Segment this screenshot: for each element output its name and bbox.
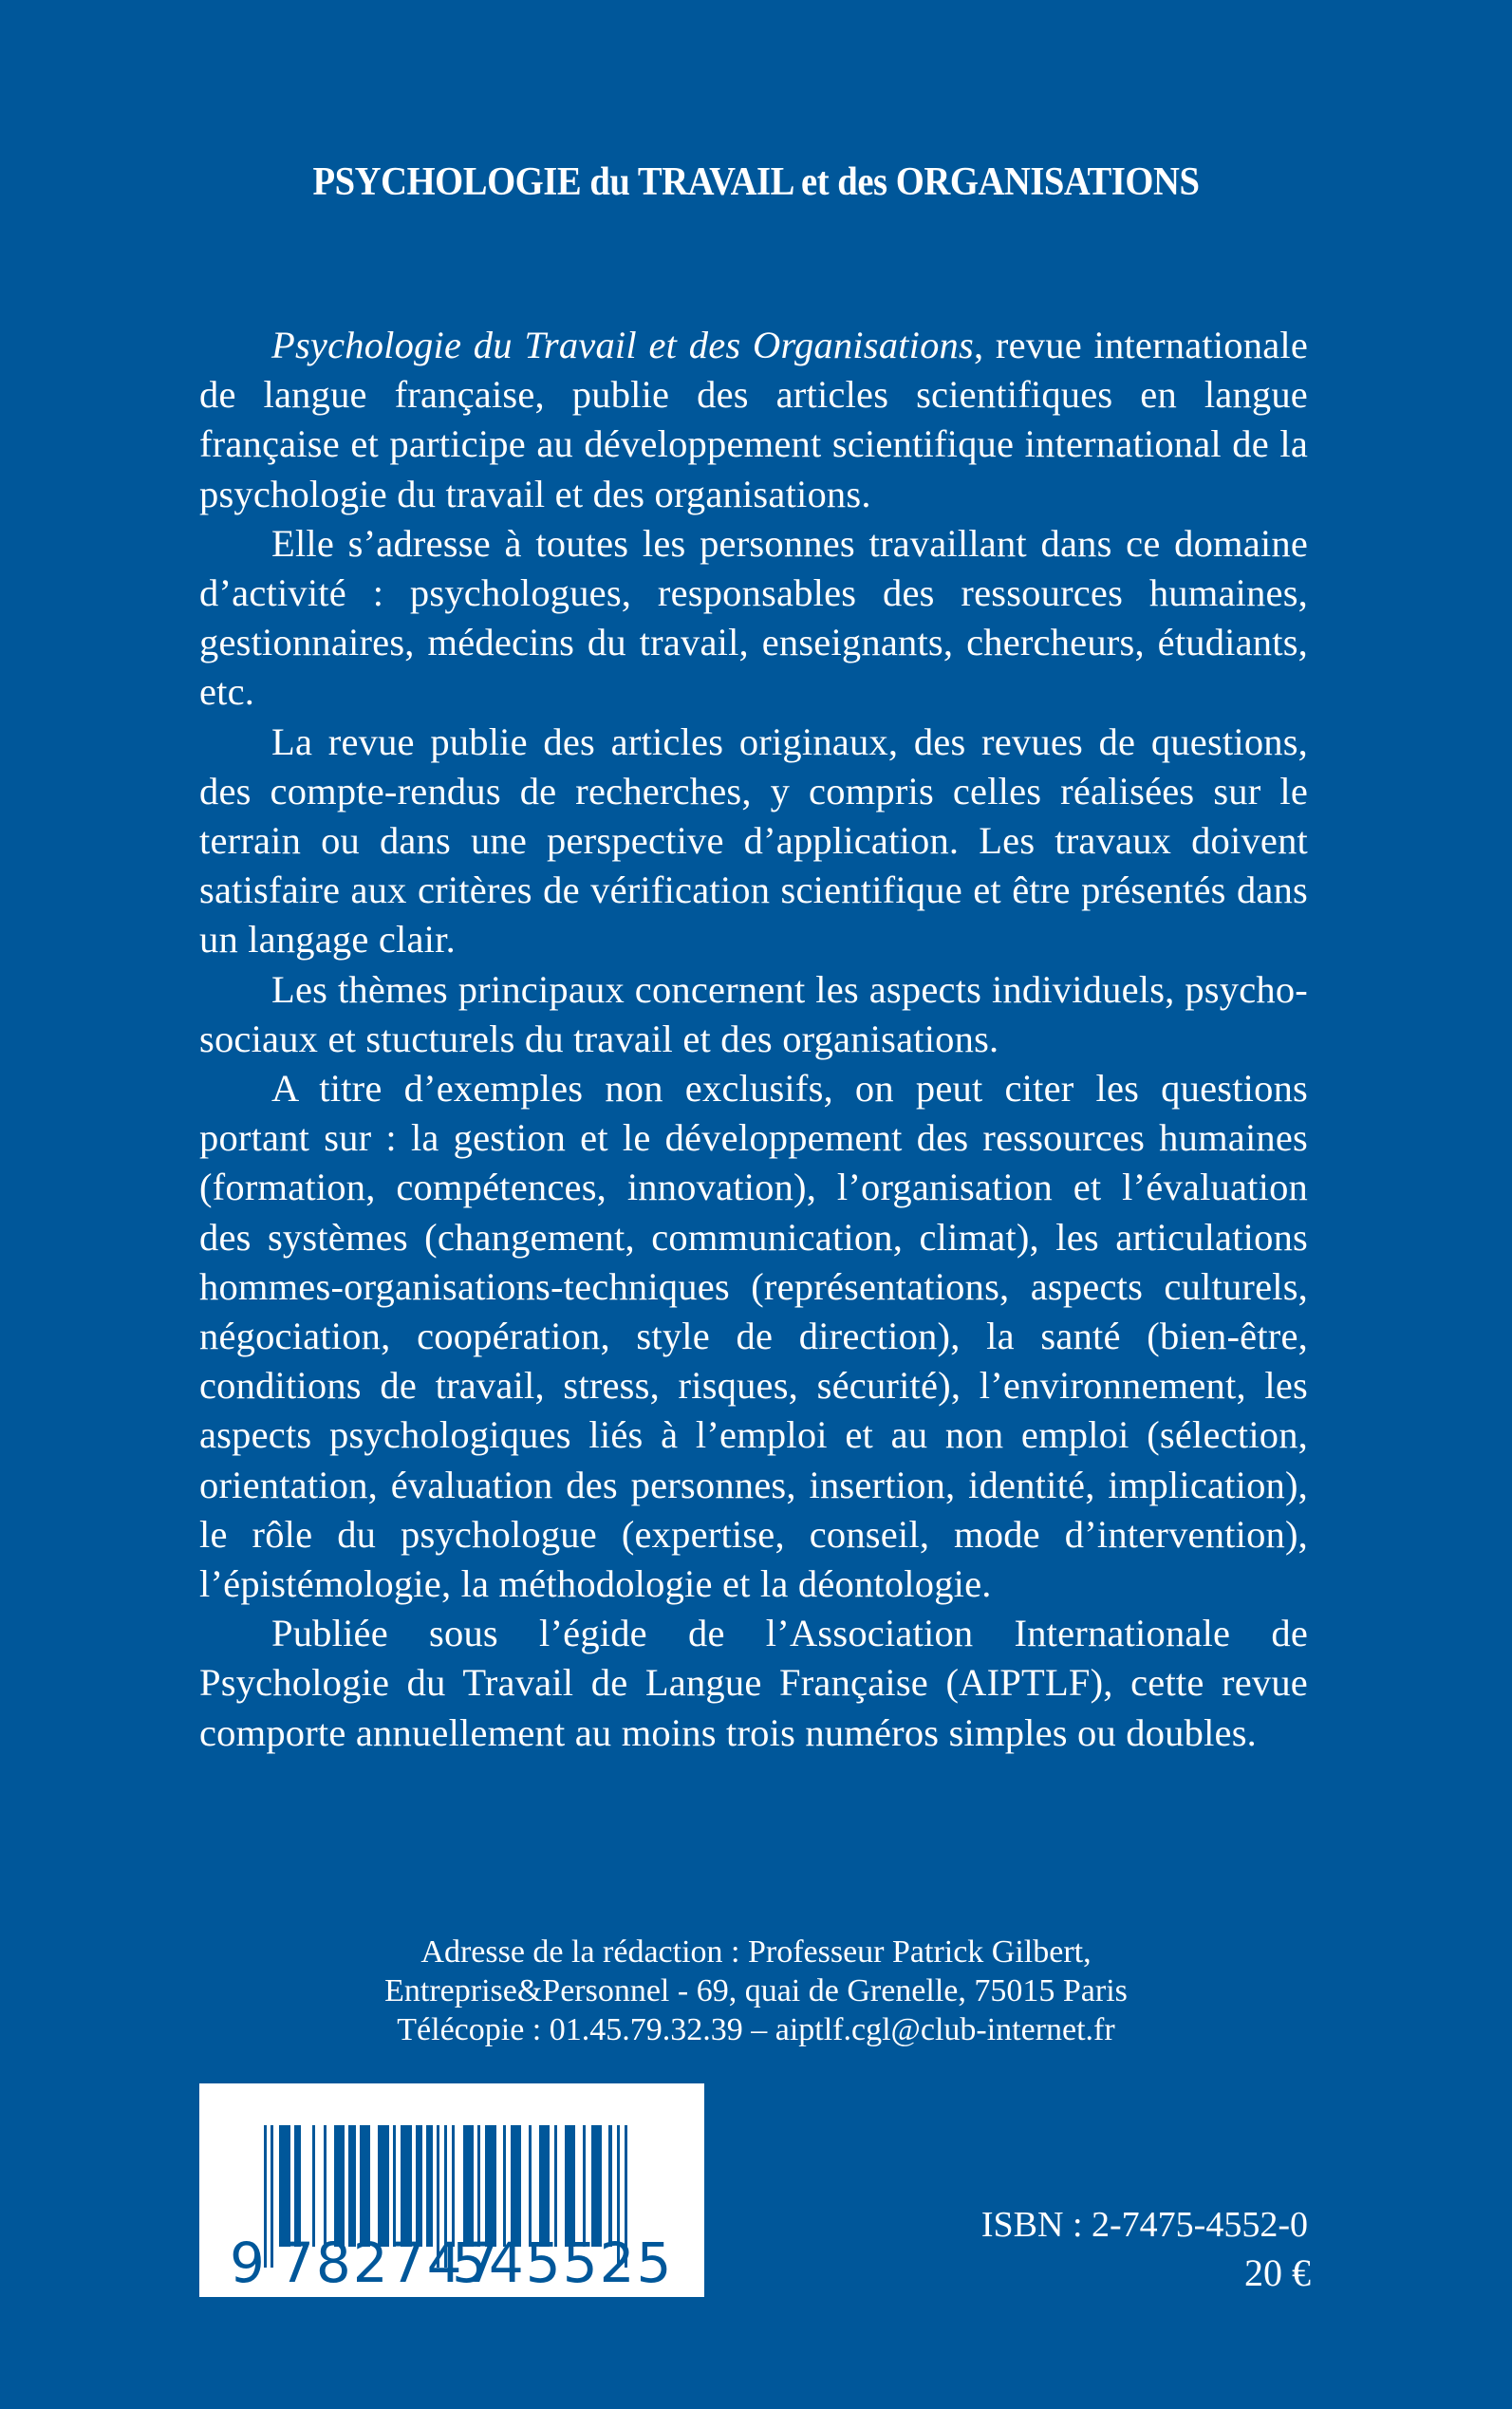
paragraph-themes: Les thèmes principaux concernent les aspects individuels, psycho-sociaux et stucturels du travail et des organisations. xyxy=(199,967,1308,1060)
paragraph-text: , revue internationale de langue française, publie des articles scientifiques en langue française et participe au développement scientifique international de la psychologie du travail et des organisations. xyxy=(199,324,1308,515)
barcode-digits-right: 545525 xyxy=(452,2231,674,2295)
price-label: 20 € xyxy=(1244,2251,1311,2294)
address-line: Entreprise&Personnel - 69, quai de Grenelle, 75015 Paris xyxy=(384,1973,1128,2008)
paragraph-examples: A titre d’exemples non exclusifs, on peut citer les questions portant sur : la gestion et le développement des ressources humaines (formation, compétences, innovation), l’organisation et l’évaluation des systèmes (changement, communication, climat), les articulations hommes-organisations-techniques (représentations, aspects culturels, négociation, coopération, style de direction), la santé (bien-être, conditions de travail, stress, risques, sécurité), l’environnement, les aspects psychologiques liés à l’emploi et au non emploi (sélection, orientation, évaluation des personnes, insertion, identité, implication), le rôle du psychologue (expertise, conseil, mode d’intervention), l’épistémologie, la méthodologie et la déontologie. xyxy=(199,1067,1308,1606)
barcode-digits-left: 782747 xyxy=(279,2231,501,2295)
editorial-address xyxy=(0,1933,1512,2049)
address-line: Télécopie : 01.45.79.32.39 – aiptlf.cgl@club-internet.fr xyxy=(397,2012,1115,2047)
paragraph-publisher: Publiée sous l’égide de l’Association Internationale de Psychologie du Travail de Langue Française (AIPTLF), cette revue comporte annuellement au moins trois numéros simples ou doubles. xyxy=(199,1612,1308,1754)
paragraph-content-types: La revue publie des articles originaux, des revues de questions, des compte-rendus de recherches, y compris celles réalisées sur le terrain ou dans une perspective d’application. Les travaux doivent satisfaire aux critères de vérification scientifique et être présentés dans un langage clair. xyxy=(199,719,1308,962)
journal-name-italic: Psychologie du Travail et des Organisations xyxy=(271,324,974,366)
paragraph-intro xyxy=(199,321,1308,519)
description-body xyxy=(199,321,1308,1758)
paragraph-audience: Elle s’adresse à toutes les personnes travaillant dans ce domaine d’activité : psychologues, responsables des ressources humaines, gestionnaires, médecins du travail, enseignants, chercheurs, étudiants, etc. xyxy=(199,521,1308,714)
journal-title: PSYCHOLOGIE du TRAVAIL et des ORGANISATIONS xyxy=(312,160,1200,204)
address-line: Adresse de la rédaction : Professeur Patrick Gilbert, xyxy=(420,1934,1092,1970)
isbn-number: ISBN : 2-7475-4552-0 xyxy=(980,2205,1308,2245)
barcode-digit-first: 9 xyxy=(230,2231,267,2295)
